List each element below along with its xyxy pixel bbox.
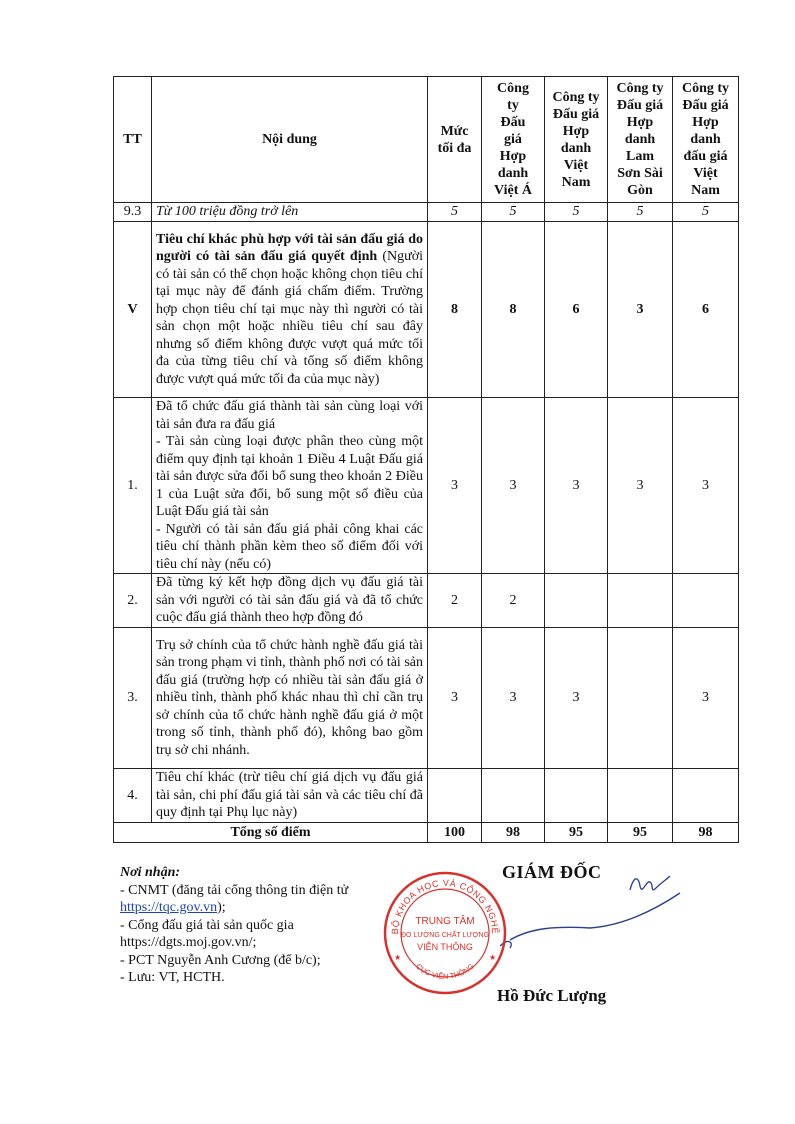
row-score xyxy=(673,769,739,823)
table-row xyxy=(114,203,739,222)
row-score: 3 xyxy=(608,398,673,574)
total-max: 100 xyxy=(428,823,482,843)
handwritten-signature xyxy=(500,868,700,968)
row-score: 3 xyxy=(545,398,608,574)
score-table xyxy=(113,76,739,843)
row-score xyxy=(673,574,739,628)
row-tt: 4. xyxy=(114,769,152,823)
row-score: 3 xyxy=(482,398,545,574)
recipient-line: https://dgts.moj.gov.vn/; xyxy=(120,935,257,950)
signer-title: GIÁM ĐỐC xyxy=(502,862,602,882)
header-company-4: Công ty Đấu giá Hợp danh đấu giá Việt Nam xyxy=(673,77,739,203)
seal-line-2: ĐO LƯỜNG CHẤT LƯỢNG xyxy=(400,932,490,939)
signer-name: Hồ Đức Lượng xyxy=(497,986,607,1005)
seal-line-1: TRUNG TÂM xyxy=(415,916,475,927)
header-content: Nội dung xyxy=(152,77,428,203)
row-content: Đã tổ chức đấu giá thành tài sản cùng loại với tài sản đưa ra đấu giá - Tài sản cùng loại được phân theo cùng một điểm quy định tại khoản 1 Điều 4 Luật Đấu giá tài sản được sửa đổi bổ sung theo khoản 2 Điều 1 của Luật sửa đổi, bổ sung một số điều của Luật Đấu giá tài sản - Người có tài sản đấu giá phải công khai các tiêu chí thành phần kèm theo số điểm đối với tiêu chí này (nếu có) xyxy=(152,398,428,574)
row-tt: 1. xyxy=(114,398,152,574)
row-content: Từ 100 triệu đồng trở lên xyxy=(152,203,428,222)
table-row xyxy=(114,222,739,398)
total-score: 98 xyxy=(482,823,545,843)
row-score xyxy=(608,574,673,628)
row-max: 3 xyxy=(428,628,482,769)
row-content-normal: (Người có tài sản có thể chọn hoặc không chọn tiêu chí tại mục này để đánh giá chấm điểm. Trường hợp chọn tiêu chí tại mục này thì người có tài sản chọn một hoặc nhiều tiêu chí sau đây nhưng số điểm không được vượt quá mức tối đa của từng tiêu chí và tổng số điểm không được vượt quá mức tối đa của mục này) xyxy=(156,249,423,387)
table-row xyxy=(114,769,739,823)
official-seal xyxy=(380,868,510,998)
row-max: 8 xyxy=(428,222,482,398)
header-tt: TT xyxy=(114,77,152,203)
row-score: 3 xyxy=(482,628,545,769)
svg-text:CỤC VIỄN THÔNG xyxy=(414,962,476,981)
row-score: 2 xyxy=(482,574,545,628)
header-max: Mức tối đa xyxy=(428,77,482,203)
recipient-line: - Lưu: VT, HCTH. xyxy=(120,970,225,985)
row-tt: 3. xyxy=(114,628,152,769)
recipient-line: - PCT Nguyễn Anh Cương (để b/c); xyxy=(120,952,321,968)
row-content: Tiêu chí khác (trừ tiêu chí giá dịch vụ đấu giá tài sản, chi phí đấu giá tài sản và các tiêu chí đã quy định tại Phụ lục này) xyxy=(152,769,428,823)
row-score: 5 xyxy=(482,203,545,222)
row-score xyxy=(545,574,608,628)
row-score xyxy=(608,769,673,823)
tqc-link[interactable]: https://tqc.gov.vn xyxy=(120,900,218,915)
row-score xyxy=(608,628,673,769)
row-score: 3 xyxy=(608,222,673,398)
recipients-title: Nơi nhận: xyxy=(120,865,181,880)
row-score: 3 xyxy=(673,628,739,769)
row-max: 2 xyxy=(428,574,482,628)
header-company-3: Công ty Đấu giá Hợp danh Lam Sơn Sài Gòn xyxy=(608,77,673,203)
recipient-line: - CNMT (đăng tải cổng thông tin điện tử xyxy=(120,882,349,898)
row-score: 3 xyxy=(673,398,739,574)
total-score: 95 xyxy=(545,823,608,843)
row-score: 3 xyxy=(545,628,608,769)
table-row xyxy=(114,574,739,628)
table-row xyxy=(114,398,739,574)
row-score: 6 xyxy=(545,222,608,398)
row-tt: 2. xyxy=(114,574,152,628)
row-tt: 9.3 xyxy=(114,203,152,222)
seal-line-3: VIỄN THÔNG xyxy=(417,942,473,952)
total-score: 95 xyxy=(608,823,673,843)
row-score: 8 xyxy=(482,222,545,398)
row-content: Đã từng ký kết hợp đồng dịch vụ đấu giá tài sản với người có tài sản đấu giá và đã tổ chức cuộc đấu giá thành theo hợp đồng đó xyxy=(152,574,428,628)
row-tt: V xyxy=(114,222,152,398)
row-score xyxy=(482,769,545,823)
header-company-1: Công ty Đấu giá Hợp danh Việt Á xyxy=(482,77,545,203)
row-content-bold: Tiêu chí khác phù hợp với tài sản đấu giá do người có tài sản đấu giá quyết định xyxy=(156,231,423,265)
recipient-line: https://tqc.gov.vn); xyxy=(120,900,226,915)
row-score: 5 xyxy=(608,203,673,222)
total-label: Tổng số điểm xyxy=(114,823,428,843)
row-content xyxy=(152,222,428,398)
table-row xyxy=(114,628,739,769)
recipient-line: - Cổng đấu giá tài sản quốc gia xyxy=(120,917,294,933)
table-header-row xyxy=(114,77,739,203)
seal-star-icon: ★ xyxy=(489,953,497,962)
row-max: 3 xyxy=(428,398,482,574)
row-score xyxy=(545,769,608,823)
seal-outer-text: BỘ KHOA HỌC VÀ CÔNG NGHỆ xyxy=(389,877,501,935)
total-score: 98 xyxy=(673,823,739,843)
seal-star-icon: ★ xyxy=(394,953,402,962)
total-row xyxy=(114,823,739,843)
row-score: 5 xyxy=(545,203,608,222)
recipients-block xyxy=(120,864,390,987)
seal-bottom-text: CỤC VIỄN THÔNG xyxy=(414,961,476,981)
row-score: 6 xyxy=(673,222,739,398)
row-max xyxy=(428,769,482,823)
row-content: Trụ sở chính của tổ chức hành nghề đấu giá tài sản trong phạm vi tỉnh, thành phố nơi có tài sản đấu giá (trường hợp có nhiều tài sản đấu giá ở nhiều tỉnh, thành phố khác nhau thì chỉ cần trụ sở chính của tổ chức hành nghề đấu giá ở một trong số tỉnh, thành phố đó), không bao gồm trụ sở chi nhánh. xyxy=(152,628,428,769)
row-score: 5 xyxy=(673,203,739,222)
header-company-2: Công ty Đấu giá Hợp danh Việt Nam xyxy=(545,77,608,203)
row-max: 5 xyxy=(428,203,482,222)
